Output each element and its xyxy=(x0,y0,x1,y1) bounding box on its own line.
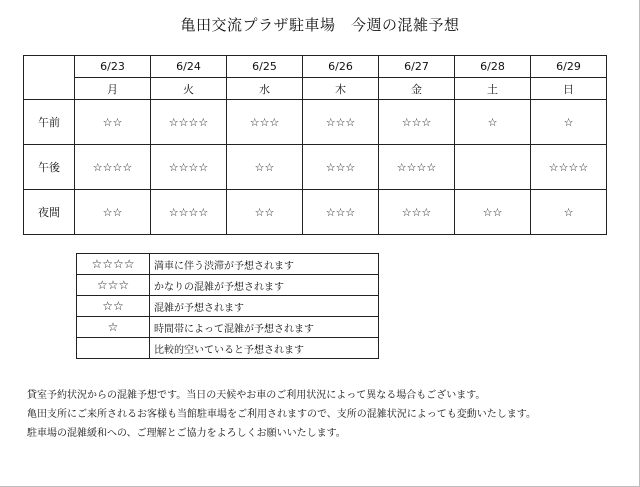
afternoon-row xyxy=(24,145,607,190)
date-cell: 6/23 xyxy=(75,56,151,78)
congestion-cell: ☆☆ xyxy=(75,100,151,145)
date-cell: 6/28 xyxy=(455,56,531,78)
weekday-cell: 水 xyxy=(227,78,303,100)
notes xyxy=(27,386,536,443)
date-cell: 6/27 xyxy=(379,56,455,78)
legend-description: 比較的空いていると予想されます xyxy=(150,338,379,359)
congestion-cell: ☆☆☆☆ xyxy=(151,145,227,190)
note-line: 貸室予約状況からの混雑予想です。当日の天候やお車のご利用状況によって異なる場合もございます。 xyxy=(27,390,486,401)
morning-row xyxy=(24,100,607,145)
congestion-cell: ☆☆☆ xyxy=(303,100,379,145)
congestion-cell: ☆☆☆ xyxy=(303,145,379,190)
legend-row xyxy=(77,275,379,296)
time-slot-label: 夜間 xyxy=(24,190,75,235)
page-title: 亀田交流プラザ駐車場 今週の混雑予想 xyxy=(180,16,460,34)
date-cell: 6/25 xyxy=(227,56,303,78)
congestion-cell: ☆☆☆☆ xyxy=(531,145,607,190)
legend-description: 満車に伴う渋滞が予想されます xyxy=(150,254,379,275)
congestion-cell: ☆☆ xyxy=(75,190,151,235)
corner-cell xyxy=(24,56,75,100)
legend-description: 混雑が予想されます xyxy=(150,296,379,317)
legend-stars: ☆ xyxy=(77,317,150,338)
congestion-schedule-table xyxy=(23,55,607,235)
time-slot-label: 午前 xyxy=(24,100,75,145)
congestion-cell xyxy=(455,145,531,190)
legend-stars: ☆☆☆ xyxy=(77,275,150,296)
congestion-cell: ☆☆ xyxy=(227,145,303,190)
legend-row xyxy=(77,254,379,275)
date-header-row xyxy=(24,56,607,78)
legend-description: 時間帯によって混雑が予想されます xyxy=(150,317,379,338)
weekday-cell: 月 xyxy=(75,78,151,100)
weekday-cell: 火 xyxy=(151,78,227,100)
congestion-cell: ☆ xyxy=(531,190,607,235)
note-line: 駐車場の混雑緩和への、ご理解とご協力をよろしくお願いいたします。 xyxy=(27,428,346,439)
legend-stars: ☆☆☆☆ xyxy=(77,254,150,275)
weekday-cell: 木 xyxy=(303,78,379,100)
date-cell: 6/24 xyxy=(151,56,227,78)
legend-row xyxy=(77,296,379,317)
weekday-cell: 土 xyxy=(455,78,531,100)
date-cell: 6/26 xyxy=(303,56,379,78)
congestion-cell: ☆☆☆☆ xyxy=(75,145,151,190)
congestion-cell: ☆☆☆☆ xyxy=(151,100,227,145)
legend-row xyxy=(77,317,379,338)
night-row xyxy=(24,190,607,235)
legend-table xyxy=(76,253,379,359)
congestion-cell: ☆☆☆ xyxy=(303,190,379,235)
weekday-header-row xyxy=(24,78,607,100)
legend-stars xyxy=(77,338,150,359)
legend-description: かなりの混雑が予想されます xyxy=(150,275,379,296)
legend-row xyxy=(77,338,379,359)
legend-stars: ☆☆ xyxy=(77,296,150,317)
congestion-cell: ☆☆☆ xyxy=(227,100,303,145)
time-slot-label: 午後 xyxy=(24,145,75,190)
congestion-cell: ☆☆☆ xyxy=(379,100,455,145)
congestion-cell: ☆☆ xyxy=(455,190,531,235)
weekday-cell: 金 xyxy=(379,78,455,100)
congestion-cell: ☆☆☆☆ xyxy=(151,190,227,235)
congestion-cell: ☆☆☆☆ xyxy=(379,145,455,190)
congestion-cell: ☆☆ xyxy=(227,190,303,235)
date-cell: 6/29 xyxy=(531,56,607,78)
congestion-cell: ☆ xyxy=(531,100,607,145)
congestion-cell: ☆ xyxy=(455,100,531,145)
note-line: 亀田支所にご来所されるお客様も当館駐車場をご利用されますので、支所の混雑状況によっても変動いたします。 xyxy=(27,409,536,420)
congestion-cell: ☆☆☆ xyxy=(379,190,455,235)
weekday-cell: 日 xyxy=(531,78,607,100)
